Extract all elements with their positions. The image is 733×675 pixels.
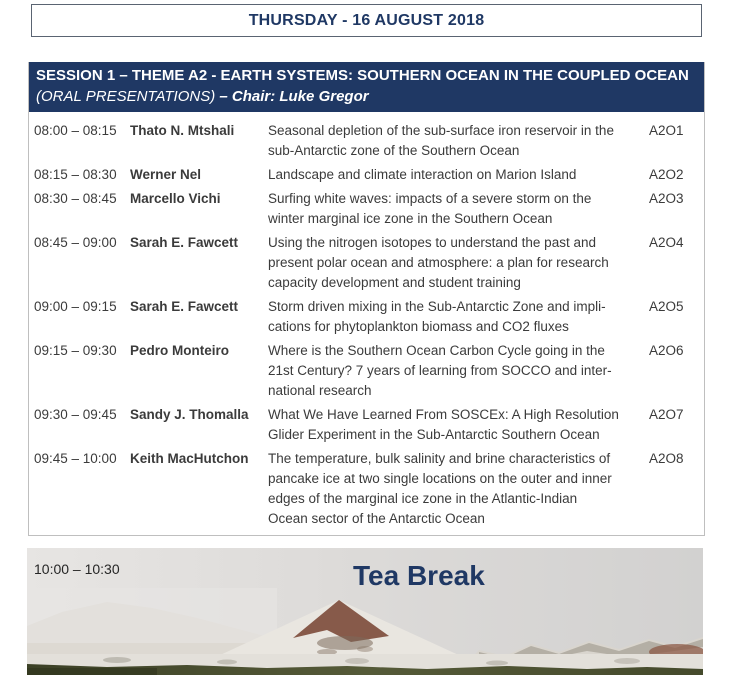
talk-title-line: sub-Antarctic zone of the Southern Ocean <box>268 143 520 158</box>
session-subtitle <box>36 86 696 107</box>
talk-title-line: winter marginal ice zone in the Southern Ocean <box>268 211 553 226</box>
talk-title-line: What We Have Learned From SOSCEx: A High Resolution <box>268 407 619 422</box>
tea-break-banner <box>27 548 703 675</box>
row-talk-title <box>268 189 646 229</box>
row-talk-title <box>268 449 646 529</box>
row-talk-title <box>268 297 646 337</box>
row-speaker: Sandy J. Thomalla <box>130 407 249 422</box>
row-speaker: Sarah E. Fawcett <box>130 235 239 250</box>
tea-break-time: 10:00 – 10:30 <box>34 561 120 577</box>
row-talk-title <box>268 405 646 445</box>
row-time: 08:45 – 09:00 <box>34 235 117 250</box>
talk-title-line: cations for phytoplankton biomass and CO2 fluxes <box>268 319 569 334</box>
table-row <box>29 401 704 445</box>
table-row <box>29 161 704 185</box>
row-time: 09:15 – 09:30 <box>34 343 117 358</box>
table-row <box>29 337 704 401</box>
table-row <box>29 445 704 529</box>
row-talk-title <box>268 165 646 185</box>
row-time: 09:30 – 09:45 <box>34 407 117 422</box>
talk-title-line: edges of the marginal ice zone in the Atlantic-Indian <box>268 491 578 506</box>
tea-break-label: Tea Break <box>353 560 485 591</box>
talk-title-line: capacity development and student training <box>268 275 521 290</box>
table-row <box>29 118 704 161</box>
session-subtitle-presentations: (ORAL PRESENTATIONS) <box>36 88 220 105</box>
row-abstract-code: A2O1 <box>649 123 684 138</box>
table-row <box>29 185 704 229</box>
row-time: 08:00 – 08:15 <box>34 123 117 138</box>
talk-title-line: Where is the Southern Ocean Carbon Cycle going in the <box>268 343 605 358</box>
session-table <box>28 62 705 536</box>
row-abstract-code: A2O5 <box>649 299 684 314</box>
talk-title-line: Ocean sector of the Antarctic Ocean <box>268 511 485 526</box>
table-row <box>29 293 704 337</box>
talk-title-line: 21st Century? 7 years of learning from SOCCO and inter- <box>268 363 612 378</box>
session-header <box>29 62 704 112</box>
date-header-box <box>31 4 702 37</box>
row-speaker: Werner Nel <box>130 167 202 182</box>
session-chair: – Chair: Luke Gregor <box>219 88 369 105</box>
session-rows <box>29 112 704 535</box>
row-time: 08:30 – 08:45 <box>34 191 117 206</box>
talk-title-line: national research <box>268 383 372 398</box>
row-talk-title <box>268 341 646 401</box>
date-header-text: THURSDAY - 16 AUGUST 2018 <box>248 11 485 29</box>
row-speaker: Thato N. Mtshali <box>130 123 235 138</box>
talk-title-line: Surfing white waves: impacts of a severe storm on the <box>268 191 592 206</box>
row-abstract-code: A2O7 <box>649 407 684 422</box>
talk-title-line: present polar ocean and atmosphere: a plan for research <box>268 255 609 270</box>
session-title: SESSION 1 – THEME A2 - EARTH SYSTEMS: SOUTHERN OCEAN IN THE COUPLED OCEAN <box>36 67 689 84</box>
row-talk-title <box>268 233 646 293</box>
row-abstract-code: A2O4 <box>649 235 684 250</box>
row-time: 09:00 – 09:15 <box>34 299 117 314</box>
table-row <box>29 229 704 293</box>
talk-title-line: Storm driven mixing in the Sub-Antarctic Zone and impli- <box>268 299 606 314</box>
row-time: 09:45 – 10:00 <box>34 451 117 466</box>
row-abstract-code: A2O8 <box>649 451 684 466</box>
row-time: 08:15 – 08:30 <box>34 167 117 182</box>
row-speaker: Sarah E. Fawcett <box>130 299 239 314</box>
talk-title-line: Using the nitrogen isotopes to understand the past and <box>268 235 596 250</box>
row-speaker: Pedro Monteiro <box>130 343 230 358</box>
talk-title-line: pancake ice at two single locations on the outer and inner <box>268 471 612 486</box>
talk-title-line: The temperature, bulk salinity and brine characteristics of <box>268 451 611 466</box>
row-abstract-code: A2O3 <box>649 191 684 206</box>
row-abstract-code: A2O2 <box>649 167 684 182</box>
row-speaker: Keith MacHutchon <box>130 451 249 466</box>
row-speaker: Marcello Vichi <box>130 191 221 206</box>
row-talk-title <box>268 121 646 161</box>
row-abstract-code: A2O6 <box>649 343 684 358</box>
talk-title-line: Seasonal depletion of the sub-surface iron reservoir in the <box>268 123 614 138</box>
talk-title-line: Glider Experiment in the Sub-Antarctic Southern Ocean <box>268 427 600 442</box>
talk-title-line: Landscape and climate interaction on Marion Island <box>268 167 577 182</box>
